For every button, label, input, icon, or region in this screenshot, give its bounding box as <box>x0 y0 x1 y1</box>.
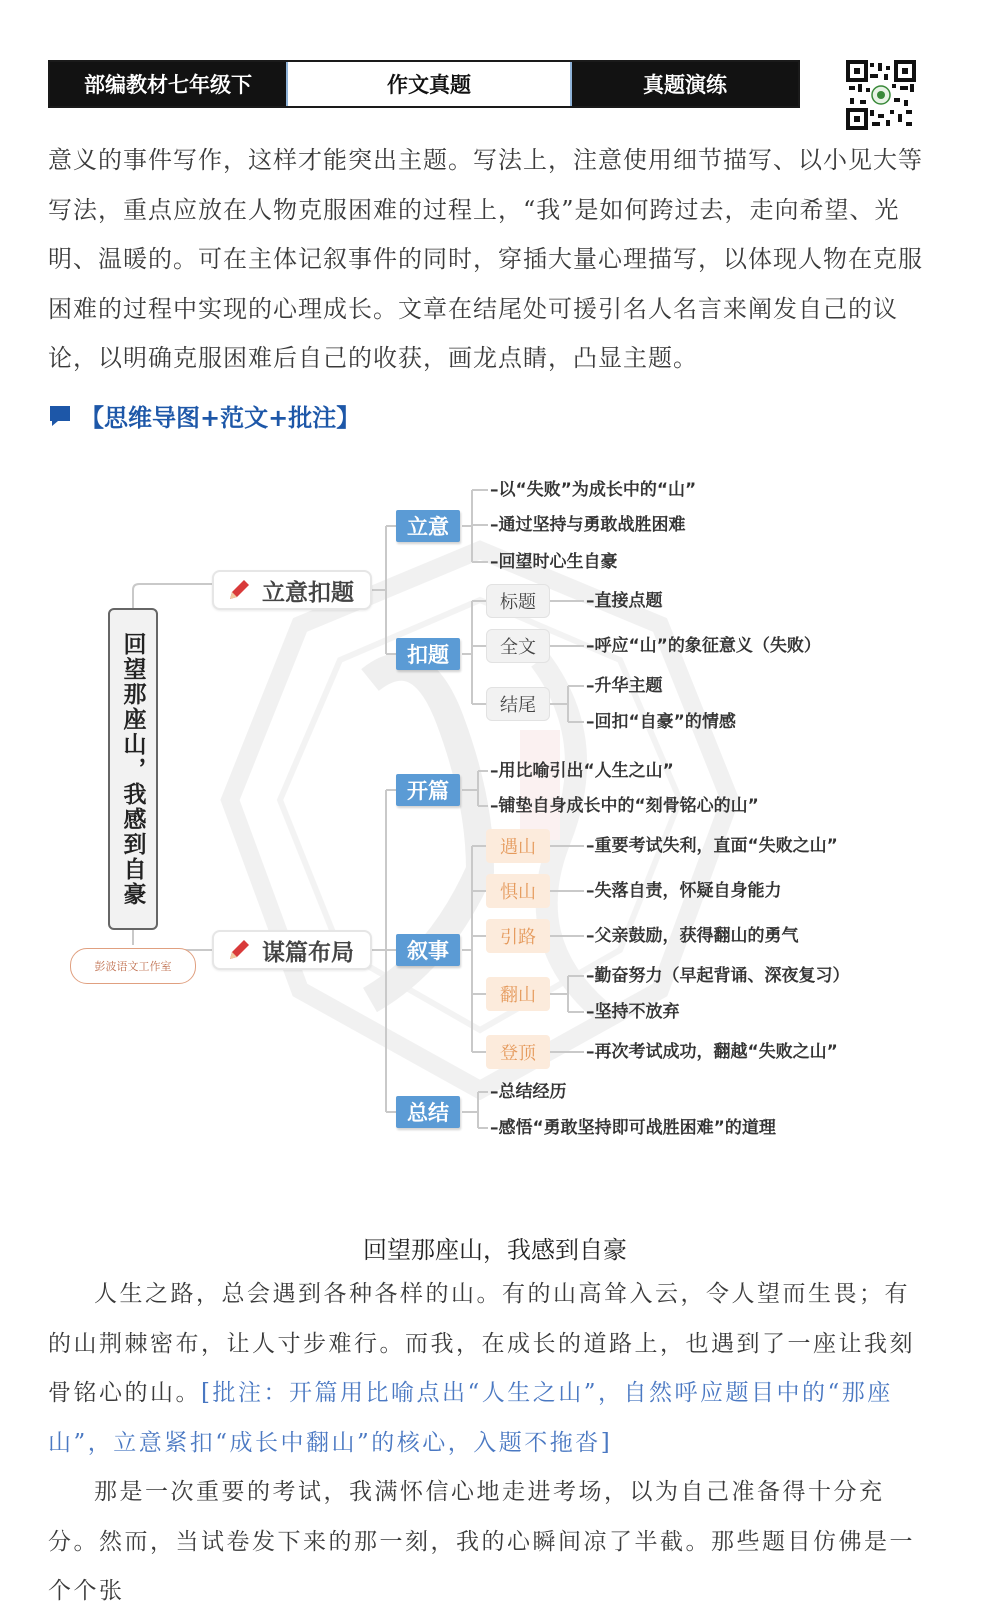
node-quanwen: 全文 <box>486 629 550 663</box>
intro-paragraph: 意义的事件写作，这样才能突出主题。写法上，注意使用细节描写、以小见大等写法，重点应放在人物克服困难的过程上，“我”是如何跨过去，走向希望、光明、温暖的。可在主体记叙事件的同时，穿插大量心理描写，以体现人物在克服困难的过程中实现的心理成长。文章在结尾处可援引名人名言来阐发自己的议论，以明确克服困难后自己的收获，画龙点睛，凸显主题。 <box>48 146 923 372</box>
leaf-yinlu: –父亲鼓励，获得翻山的勇气 <box>586 926 799 946</box>
node-xushi: 叙事 <box>396 934 460 966</box>
leaf-zongjie-1: –总结经历 <box>490 1082 567 1102</box>
branch-liyi-kouti <box>212 570 372 610</box>
node-jushan: 惧山 <box>486 874 550 908</box>
studio-label: 彭波语文工作室 <box>70 948 196 984</box>
node-yinlu: 引路 <box>486 919 550 953</box>
header-bar <box>48 60 800 108</box>
essay-paragraph-1-text: 人生之路，总会遇到各种各样的山。有的山高耸入云，令人望而生畏；有的山荆棘密布，让人寸步难行。而我，在成长的道路上，也遇到了一座让我刻骨铭心的山。 <box>48 1281 915 1406</box>
essay-paragraph-1 <box>48 1270 928 1468</box>
branch-liyi-kouti-label: 立意扣题 <box>262 579 354 606</box>
section-title <box>48 398 360 433</box>
leaf-jushan: –失落自责，怀疑自身能力 <box>586 881 782 901</box>
leaf-fanshan-2: –坚持不放弃 <box>586 1002 680 1022</box>
pencil-icon <box>226 937 252 963</box>
essay-paragraph-2: 那是一次重要的考试，我满怀信心地走进考场，以为自己准备得十分充分。然而，当试卷发下来的那一刻，我的心瞬间凉了半截。那些题目仿佛是一个个张 <box>48 1479 915 1604</box>
leaf-zongjie-2: –感悟“勇敢坚持即可战胜困难”的道理 <box>490 1118 776 1138</box>
branch-moupian-buju-label: 谋篇布局 <box>262 939 354 966</box>
leaf-kaipian-1: –用比喻引出“人生之山” <box>490 761 674 781</box>
header-essay-label: 作文真题 <box>286 62 572 106</box>
leaf-liyi-1: –以“失败”为成长中的“山” <box>490 480 697 500</box>
node-biaoti: 标题 <box>486 584 550 618</box>
leaf-biaoti: –直接点题 <box>586 591 663 611</box>
header-practice-label: 真题演练 <box>572 62 798 106</box>
branch-moupian-buju <box>212 930 372 970</box>
essay-annotation-1: [批注：开篇用比喻点出“人生之山”，自然呼应题目中的“那座山”，立意紧扣“成长中翻山”的核心，入题不拖沓] <box>48 1380 893 1456</box>
leaf-yushan: –重要考试失利，直面“失败之山” <box>586 836 838 856</box>
mind-map <box>0 460 990 1180</box>
section-title-text: 【思维导图+范文+批注】 <box>80 404 361 432</box>
leaf-liyi-2: –通过坚持与勇敢战胜困难 <box>490 515 686 535</box>
node-kaipian: 开篇 <box>396 774 460 806</box>
node-dengding: 登顶 <box>486 1035 550 1069</box>
qr-code-icon <box>846 60 916 130</box>
leaf-kaipian-2: –铺垫自身成长中的“刻骨铭心的山” <box>490 796 759 816</box>
leaf-liyi-3: –回望时心生自豪 <box>490 552 618 572</box>
mind-map-center-topic <box>108 608 158 930</box>
leaf-dengding: –再次考试成功，翻越“失败之山” <box>586 1042 838 1062</box>
node-yushan: 遇山 <box>486 829 550 863</box>
speech-bubble-icon <box>48 404 72 428</box>
leaf-jiewei-1: –升华主题 <box>586 676 663 696</box>
node-fanshan: 翻山 <box>486 977 550 1011</box>
center-topic-text: 回望那座山，我感到自豪 <box>119 631 146 907</box>
leaf-fanshan-1: –勤奋努力（早起背诵、深夜复习） <box>586 966 850 986</box>
node-kouti: 扣题 <box>396 638 460 670</box>
pencil-icon <box>226 577 252 603</box>
node-liyi: 立意 <box>396 510 460 542</box>
leaf-quanwen: –呼应“山”的象征意义（失败） <box>586 636 821 656</box>
header-textbook-label: 部编教材七年级下 <box>50 62 286 106</box>
node-jiewei: 结尾 <box>486 687 550 721</box>
leaf-jiewei-2: –回扣“自豪”的情感 <box>586 712 736 732</box>
essay-title: 回望那座山，我感到自豪 <box>363 1236 627 1264</box>
node-zongjie: 总结 <box>396 1096 460 1128</box>
